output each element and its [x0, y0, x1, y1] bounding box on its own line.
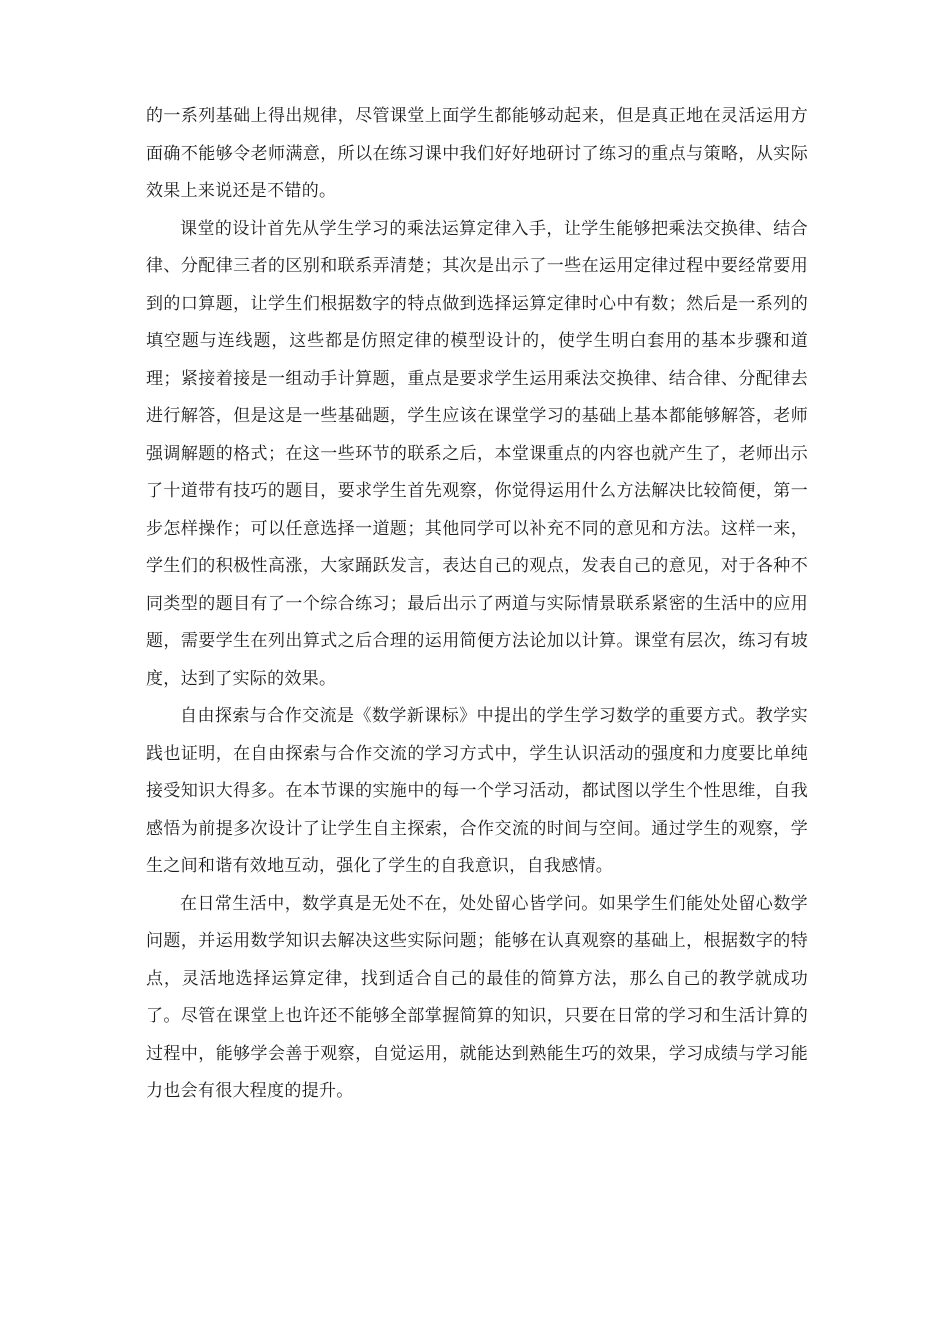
- document-body: [146, 98, 808, 1111]
- paragraph-2: 课堂的设计首先从学生学习的乘法运算定律入手，让学生能够把乘法交换律、结合律、分配律三者的区别和联系弄清楚；其次是出示了一些在运用定律过程中要经常要用到的口算题，让学生们根据数字的特点做到选择运算定律时心中有数；然后是一系列的填空题与连线题，这些都是仿照定律的模型设计的，使学生明白套用的基本步骤和道理；紧接着接是一组动手计算题，重点是要求学生运用乘法交换律、结合律、分配律去进行解答，但是这是一些基础题，学生应该在课堂学习的基础上基本都能够解答，老师强调解题的格式；在这一些环节的联系之后，本堂课重点的内容也就产生了，老师出示了十道带有技巧的题目，要求学生首先观察，你觉得运用什么方法解决比较简便，第一步怎样操作；可以任意选择一道题；其他同学可以补充不同的意见和方法。这样一来，学生们的积极性高涨，大家踊跃发言，表达自己的观点，发表自己的意见，对于各种不同类型的题目有了一个综合练习；最后出示了两道与实际情景联系紧密的生活中的应用题，需要学生在列出算式之后合理的运用简便方法论加以计算。课堂有层次，练习有坡度，达到了实际的效果。: [146, 218, 808, 689]
- paragraph-1: 的一系列基础上得出规律，尽管课堂上面学生都能够动起来，但是真正地在灵活运用方面确不能够令老师满意，所以在练习课中我们好好地研讨了练习的重点与策略，从实际效果上来说还是不错的。: [146, 106, 808, 201]
- paragraph-3: 自由探索与合作交流是《数学新课标》中提出的学生学习数学的重要方式。教学实践也证明，在自由探索与合作交流的学习方式中，学生认识活动的强度和力度要比单纯接受知识大得多。在本节课的实施中的每一个学习活动，都试图以学生个性思维，自我感悟为前提多次设计了让学生自主探索，合作交流的时间与空间。通过学生的观察，学生之间和谐有效地互动，强化了学生的自我意识，自我感情。: [146, 706, 808, 876]
- paragraph-4: 在日常生活中，数学真是无处不在，处处留心皆学问。如果学生们能处处留心数学问题，并运用数学知识去解决这些实际问题；能够在认真观察的基础上，根据数字的特点，灵活地选择运算定律，找到适合自己的最佳的简算方法，那么自己的教学就成功了。尽管在课堂上也许还不能够全部掌握简算的知识，只要在日常的学习和生活计算的过程中，能够学会善于观察，自觉运用，就能达到熟能生巧的效果，学习成绩与学习能力也会有很大程度的提升。: [146, 893, 808, 1101]
